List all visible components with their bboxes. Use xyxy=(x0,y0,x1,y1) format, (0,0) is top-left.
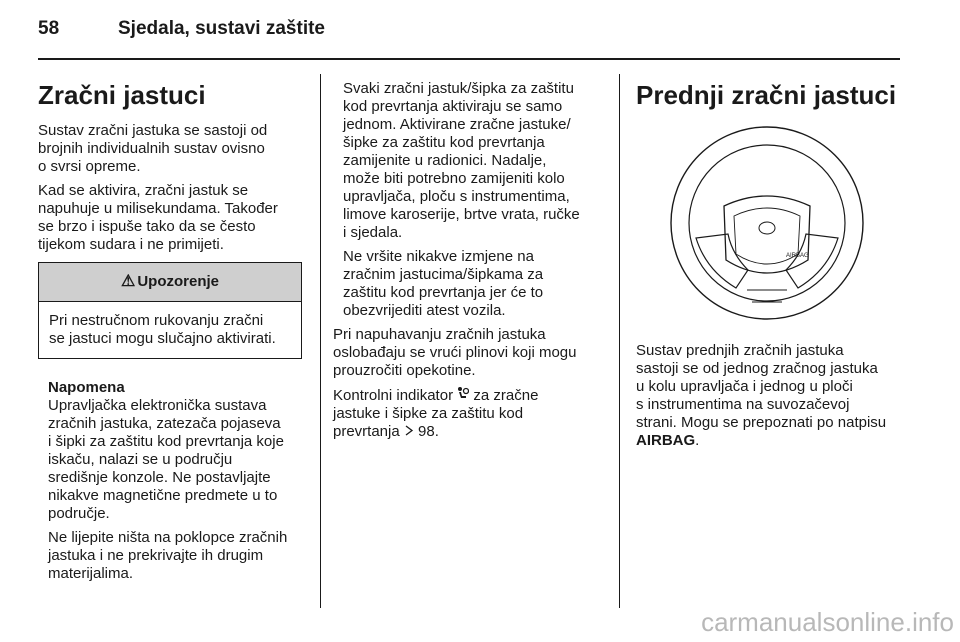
replacement-paragraph: Svaki zračni jastuk/šipka za zaštitu kod prevrtanja aktiviraju se samo jednom. Aktivirane zračne jastuke/ šipke za zaštitu kod prevrtanja zamijenite u radionici. Nadalje, može biti potrebno zamijeniti kolo upravljača, ploču s instrumentima, limove karoserije, brtve vrata, ručke i sjedala. xyxy=(343,80,580,241)
indicator-text-b: za zračne jastuke i šipke za zaštitu kod prevrtanja xyxy=(333,387,539,440)
column-divider-1 xyxy=(320,74,321,608)
note-block xyxy=(38,379,308,583)
indicator-text-a: Kontrolni indikator xyxy=(333,387,454,404)
wheel-airbag-label: AIRBAG xyxy=(786,253,809,259)
warning-triangle-icon: ⚠ xyxy=(120,273,136,290)
indicator-paragraph xyxy=(333,386,611,441)
front-airbag-end: . xyxy=(695,432,700,449)
header-rule xyxy=(38,58,900,60)
modification-paragraph: Ne vršite nikakve izmjene na zračnim jastucima/šipkama za zaštitu kod prevrtanja jer će to obezvrijediti atest vozila. xyxy=(343,248,544,319)
steering-wheel-illustration xyxy=(671,127,863,319)
warning-title: Upozorenje xyxy=(137,273,220,290)
page-number: 58 xyxy=(38,18,60,39)
heading-front-airbags: Prednji zračni jastuci xyxy=(636,80,897,110)
note-continuation xyxy=(333,80,611,320)
warning-header xyxy=(39,263,301,302)
heading-airbags: Zračni jastuci xyxy=(38,80,206,110)
column-3 xyxy=(636,80,904,456)
hot-gases-paragraph: Pri napuhavanju zračnih jastuka oslobađaju se vrući plinovi koji mogu prouzročiti opekotine. xyxy=(333,326,577,379)
intro-paragraph: Sustav zračni jastuka se sastoji od brojnih individualnih sustav ovisno o svrsi opreme. xyxy=(38,122,268,175)
page-reference-link[interactable]: 98. xyxy=(418,423,439,440)
steering-wheel-image xyxy=(636,120,898,330)
column-1 xyxy=(38,80,308,589)
watermark: carmanualsonline.info xyxy=(701,607,954,637)
warning-text: Pri nestručnom rukovanju zračni se jastuci mogu slučajno aktivirati. xyxy=(49,312,276,347)
page-ref-arrow-icon xyxy=(404,424,414,439)
note-paragraph-1: Upravljačka elektronička sustava zračnih jastuka, zatezača pojaseva i šipki za zaštitu kod prevrtanja koje iskaču, nalazi se u području središnje konzole. Ne postavljajte nikakve magnetične predmete u to područje. xyxy=(48,397,284,522)
activation-paragraph: Kad se aktivira, zračni jastuk se napuhuje u milisekundama. Također se brzo i ispuše tako da se često tijekom sudara i ne primijeti. xyxy=(38,182,278,253)
column-divider-2 xyxy=(619,74,620,608)
airbag-marking: AIRBAG xyxy=(636,432,696,449)
column-2 xyxy=(333,80,611,447)
airbag-indicator-icon xyxy=(457,386,469,405)
note-paragraph-2: Ne lijepite ništa na poklopce zračnih jastuka i ne prekrivajte ih drugim materijalima. xyxy=(48,529,288,582)
note-title: Napomena xyxy=(48,379,125,396)
front-airbag-text: Sustav prednjih zračnih jastuka sastoji se od jednog zračnog jastuka u kolu upravljača i jednog u ploči s instrumentima na suvozačevoj strani. Mogu se prepoznati po natpisu xyxy=(636,342,887,431)
warning-box xyxy=(38,262,302,359)
section-title: Sjedala, sustavi zaštite xyxy=(118,18,325,39)
front-airbag-paragraph xyxy=(636,342,904,450)
